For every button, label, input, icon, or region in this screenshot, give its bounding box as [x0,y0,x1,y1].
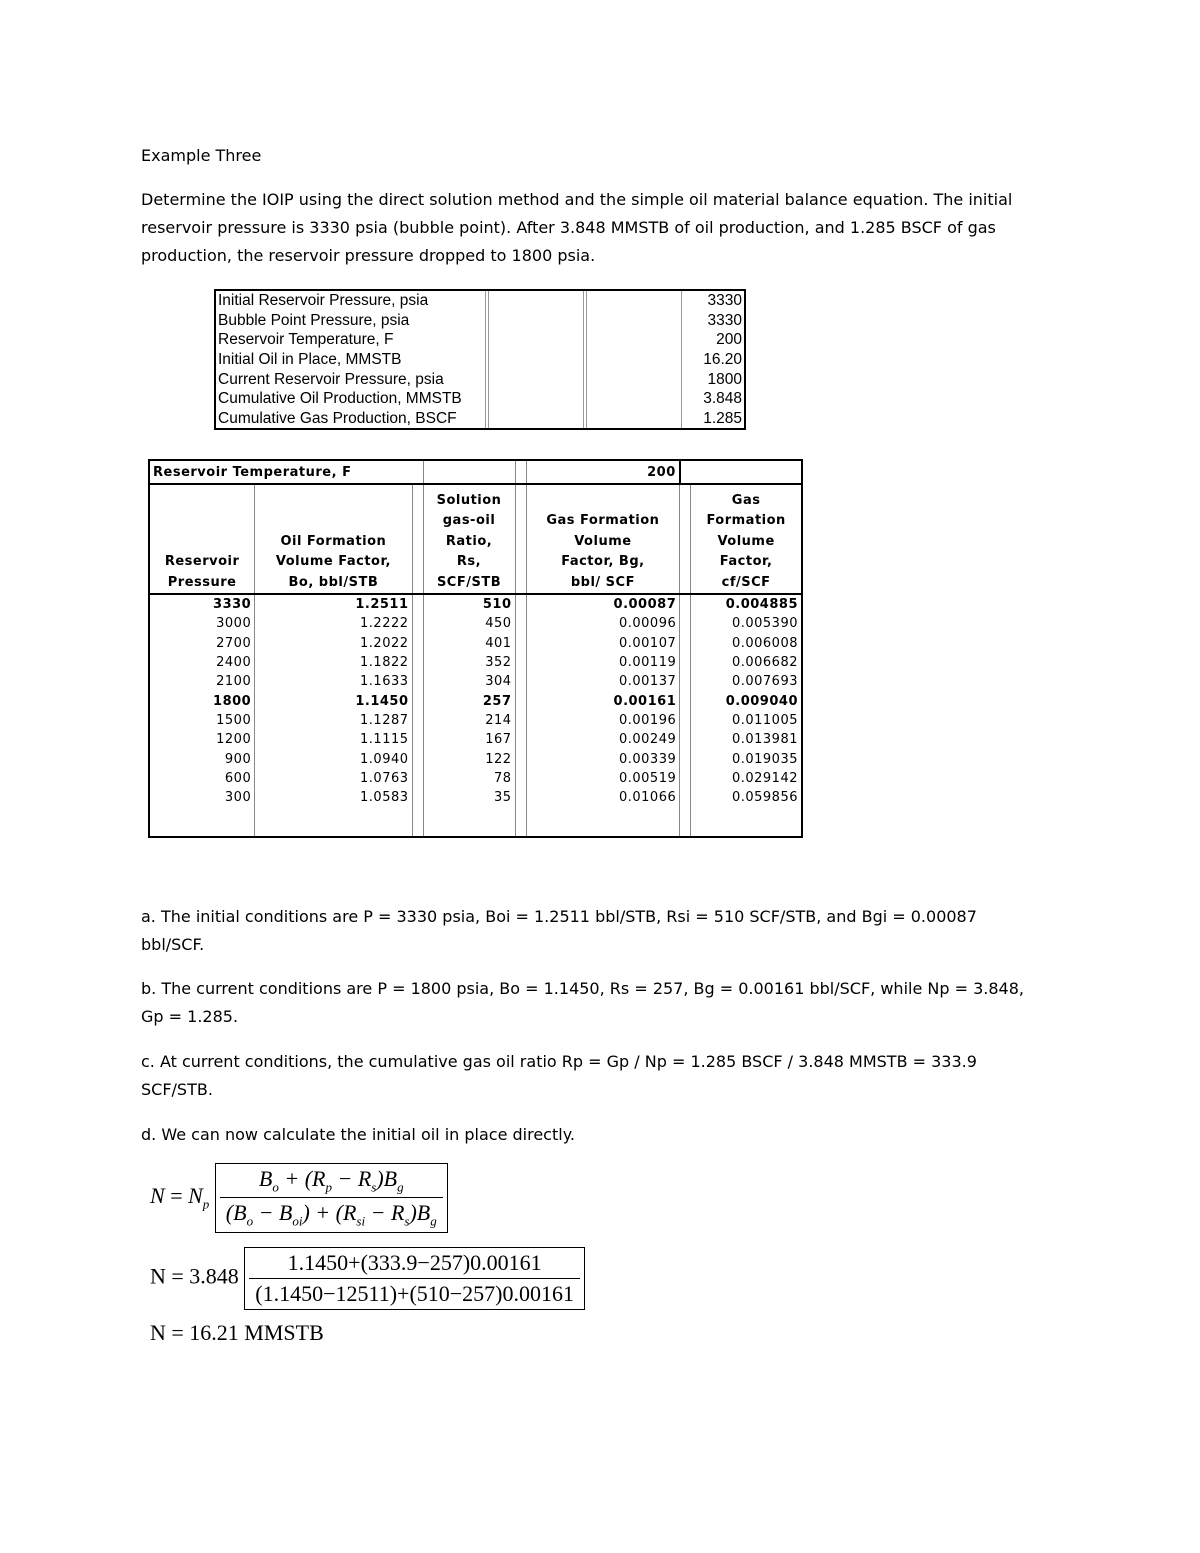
pvt-cell: 0.011005 [691,711,802,730]
pvt-cell: 1.1450 [255,691,412,710]
pvt-cell: 2100 [149,672,255,691]
pvt-cell: 3000 [149,614,255,633]
equation-result: N = 16.21 MMSTB [150,1320,324,1345]
eq2-denominator: (1.1450−12511)+(510−257)0.00161 [255,1281,575,1306]
pvt-cell: 450 [423,614,515,633]
pvt-cell: 1.0940 [255,749,412,768]
summary-label: Initial Oil in Place, MMSTB [215,350,486,370]
pvt-cell: 0.00096 [526,614,680,633]
summary-row [215,330,745,350]
summary-value: 16.20 [682,350,746,370]
pvt-row [149,614,802,633]
summary-row [215,290,745,311]
equation-numeric [150,1247,585,1310]
pvt-cell: 1.1822 [255,653,412,672]
pvt-cell: 600 [149,769,255,788]
pvt-cell: 0.00087 [526,594,680,614]
pvt-cell: 167 [423,730,515,749]
pvt-cell: 0.00339 [526,749,680,768]
pvt-cell: 0.006008 [691,634,802,653]
summary-value: 200 [682,330,746,350]
pvt-cell: 122 [423,749,515,768]
header-rs: Solution gas-oil Ratio, Rs, SCF/STB [423,484,515,594]
pvt-cell: 0.005390 [691,614,802,633]
pvt-cell: 1.2511 [255,594,412,614]
header-pressure: Reservoir Pressure [149,484,255,594]
pvt-table [148,459,803,838]
pvt-cell: 0.00196 [526,711,680,730]
pvt-cell: 2400 [149,653,255,672]
pvt-cell: 1.1633 [255,672,412,691]
pvt-cell: 214 [423,711,515,730]
pvt-cell: 1.2222 [255,614,412,633]
intro-paragraph: Determine the IOIP using the direct solution method and the simple oil material balance equation. The initial reservoir pressure is 3330 psia (bubble point). After 3.848 MMSTB of oil production, and 1.285 BSCF of gas production, the reservoir pressure dropped to 1800 psia. [141,190,1013,265]
pvt-cell: 0.013981 [691,730,802,749]
pvt-cell: 257 [423,691,515,710]
pvt-row [149,653,802,672]
step-c: c. At current conditions, the cumulative gas oil ratio Rp = Gp / Np = 1.285 BSCF / 3.848 MMSTB = 333.9 SCF/STB. [141,1052,977,1099]
summary-row [215,369,745,389]
pvt-cell: 1.2022 [255,634,412,653]
heading: Example Three [141,146,262,165]
pvt-cell: 1.0583 [255,788,412,807]
step-a: a. The initial conditions are P = 3330 psia, Boi = 1.2511 bbl/STB, Rsi = 510 SCF/STB, and Bgi = 0.00087 bbl/SCF. [141,907,977,954]
pvt-cell: 0.00519 [526,769,680,788]
summary-label: Bubble Point Pressure, psia [215,311,486,331]
pvt-cell: 0.00107 [526,634,680,653]
summary-value: 3330 [682,311,746,331]
summary-label: Cumulative Gas Production, BSCF [215,409,486,430]
summary-value: 3330 [682,290,746,311]
pvt-row [149,730,802,749]
header-bo: Oil Formation Volume Factor, Bo, bbl/STB [255,484,412,594]
pvt-cell: 304 [423,672,515,691]
pvt-cell: 0.007693 [691,672,802,691]
summary-label: Current Reservoir Pressure, psia [215,369,486,389]
pvt-cell: 3330 [149,594,255,614]
pvt-cell: 0.029142 [691,769,802,788]
pvt-cell: 0.00161 [526,691,680,710]
summary-row [215,389,745,409]
summary-label: Reservoir Temperature, F [215,330,486,350]
pvt-cell: 0.00249 [526,730,680,749]
pvt-cell: 300 [149,788,255,807]
pvt-cell: 401 [423,634,515,653]
pvt-cell: 1.0763 [255,769,412,788]
pvt-row [149,672,802,691]
summary-table [214,289,746,430]
pvt-cell: 0.019035 [691,749,802,768]
pvt-cell: 0.01066 [526,788,680,807]
pvt-cell: 352 [423,653,515,672]
summary-label: Initial Reservoir Pressure, psia [215,290,486,311]
pvt-cell: 0.006682 [691,653,802,672]
pvt-row [149,594,802,614]
pvt-row [149,634,802,653]
summary-value: 3.848 [682,389,746,409]
pvt-row [149,749,802,768]
pvt-row [149,788,802,807]
pvt-cell: 1.1287 [255,711,412,730]
pvt-cell: 0.00137 [526,672,680,691]
eq2-numerator: 1.1450+(333.9−257)0.00161 [249,1250,580,1279]
pvt-cell: 1500 [149,711,255,730]
step-d: d. We can now calculate the initial oil in place directly. [141,1125,575,1144]
summary-row [215,311,745,331]
pvt-cell: 0.009040 [691,691,802,710]
pvt-row [149,769,802,788]
summary-value: 1800 [682,369,746,389]
pvt-cell: 900 [149,749,255,768]
pvt-cell: 1.1115 [255,730,412,749]
pvt-cell: 1200 [149,730,255,749]
pvt-cell: 510 [423,594,515,614]
summary-value: 1.285 [682,409,746,430]
summary-label: Cumulative Oil Production, MMSTB [215,389,486,409]
pvt-cell: 35 [423,788,515,807]
header-bg: Gas Formation Volume Factor, Bg, bbl/ SCF [526,484,680,594]
pvt-cell: 78 [423,769,515,788]
temp-value: 200 [526,460,680,484]
pvt-row [149,691,802,710]
summary-row [215,409,745,430]
step-b: b. The current conditions are P = 1800 psia, Bo = 1.1450, Rs = 257, Bg = 0.00161 bbl/SCF, while Np = 3.848, Gp = 1.285. [141,979,1024,1026]
pvt-cell: 1800 [149,691,255,710]
equation-general: $N = N_p$ $\frac{B_o + (R_p - R_s)B_g}{(B_o - B_{oi}) + (R_{si} - R_s)B_g}$ [150,1163,448,1233]
header-bg_cf: Gas Formation Volume Factor, cf/SCF [691,484,802,594]
temp-label: Reservoir Temperature, F [149,460,412,484]
pvt-cell: 2700 [149,634,255,653]
pvt-cell: 0.059856 [691,788,802,807]
pvt-cell: 0.00119 [526,653,680,672]
pvt-cell: 0.004885 [691,594,802,614]
summary-row [215,350,745,370]
pvt-row [149,711,802,730]
eq2-prefix: N = 3.848 [150,1263,239,1289]
